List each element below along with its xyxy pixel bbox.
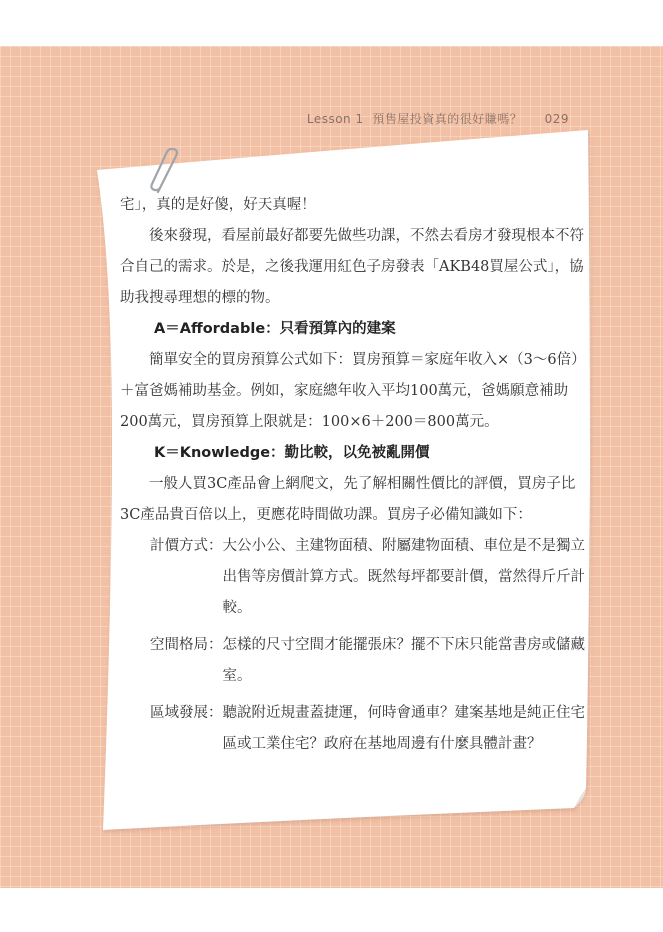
section-heading: A＝Affordable：只看預算內的建案	[154, 321, 396, 337]
lesson-label: Lesson 1	[306, 112, 364, 126]
item-text: 怎樣的尺寸空間才能擺張床？擺不下床只能當書房或儲藏室。	[222, 637, 585, 684]
list-item	[150, 698, 590, 760]
item-label: 區域發展：	[150, 705, 223, 721]
article-body	[120, 190, 590, 760]
list-item	[150, 630, 590, 692]
section-heading: K＝Knowledge：勤比較，以免被亂開價	[154, 445, 430, 461]
paragraph: 一般人買3C產品會上網爬文，先了解相關性價比的評價，買房子比3C產品貴百倍以上，更應花時間做功課。買房子必備知識如下：	[120, 476, 576, 523]
item-label: 計價方式：	[150, 538, 223, 554]
paragraph: 宅」，真的是好傻，好天真喔！	[120, 197, 316, 213]
item-text: 大公小公、主建物面積、附屬建物面積、車位是不是獨立出售等房價計算方式。既然每坪都要計價，當然得斤斤計較。	[222, 538, 585, 616]
chapter-title: 預售屋投資真的很好賺嗎？	[372, 112, 523, 126]
paragraph: 簡單安全的買房預算公式如下：買房預算＝家庭年收入×（3〜6倍）＋富爸媽補助基金。例如，家庭總年收入平均100萬元，爸媽願意補助200萬元，買房預算上限就是：100×6＋200＝800萬元。	[120, 352, 586, 430]
paragraph: 後來發現，看屋前最好都要先做些功課，不然去看房才發現根本不符合自己的需求。於是，之後我運用紅色子房發表「AKB48買屋公式」，協助我搜尋理想的標的物。	[120, 228, 584, 306]
item-text: 聽說附近規畫蓋捷運，何時會通車？建案基地是純正住宅區或工業住宅？政府在基地周邊有什麼具體計畫？	[222, 705, 585, 752]
list-item	[150, 531, 590, 624]
item-label: 空間格局：	[150, 637, 223, 653]
page-number: 029	[544, 112, 569, 126]
paperclip-icon	[148, 148, 188, 196]
